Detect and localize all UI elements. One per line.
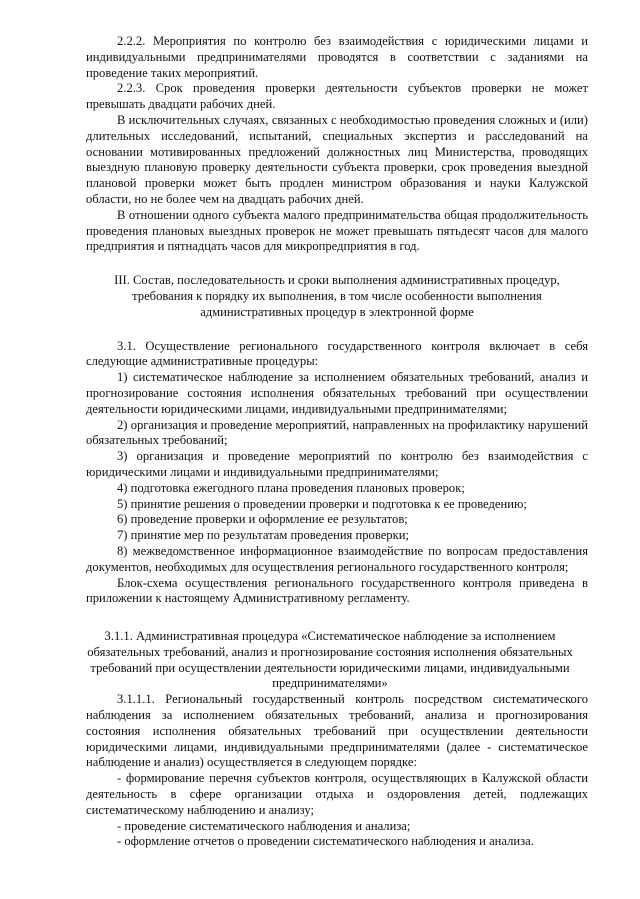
- list-item-3: 3) организация и проведение мероприятий по контролю без взаимодействия с юридическими лицами и индивидуальными предпринимателями;: [86, 449, 588, 479]
- dash-item-1: - формирование перечня субъектов контроля, осуществляющих в Калужской области деятельность в сфере организации отдыха и оздоровления детей, подлежащих систематическому наблюдению и анализу;: [86, 771, 588, 817]
- section-heading-iii: III. Состав, последовательность и сроки выполнения административных процедур, требования к порядку их выполнения, в том числе особенности выполнения административных процедур в электронной форме: [114, 273, 560, 319]
- paragraph-exceptional-cases: В исключительных случаях, связанных с необходимостью проведения сложных и (или) длительных исследований, испытаний, специальных экспертиз и расследований на основании мотивированных предложений должностных лиц Министерства, проводящих выездную плановую проверку деятельности субъекта проверки, срок проведения выездной плановой проверки может быть продлен министром образования и науки Калужской области, но не более чем на двадцать рабочих дней.: [86, 112, 588, 206]
- list-item-6: 6) проведение проверки и оформление ее результатов;: [117, 512, 408, 527]
- dash-item-2: - проведение систематического наблюдения и анализа;: [117, 818, 411, 833]
- subsection-heading-3-1-1: 3.1.1. Административная процедура «Систематическое наблюдение за исполнением обязательных требований, анализ и прогнозирование состояния исполнения обязательных требований при осуществлении деятельности юридическими лицами, индивидуальными предпринимателями»: [87, 629, 573, 691]
- dash-item-3: - оформление отчетов о проведении систематического наблюдения и анализа.: [117, 834, 534, 849]
- list-item-7: 7) принятие мер по результатам проведения проверки;: [117, 528, 409, 543]
- list-item-1: 1) систематическое наблюдение за исполнением обязательных требований, анализ и прогнозирование состояния исполнения обязательных требований при осуществлении деятельности юридическими лицами, индивидуальными предпринимателями;: [86, 370, 588, 416]
- paragraph-block-scheme: Блок-схема осуществления регионального государственного контроля приведена в приложении к настоящему Административному регламенту.: [86, 575, 588, 606]
- list-item-5: 5) принятие решения о проведении проверки и подготовка к ее проведению;: [117, 496, 527, 511]
- paragraph-2-2-2: 2.2.2. Мероприятия по контролю без взаимодействия с юридическими лицами и индивидуальными предпринимателями проводятся в соответствии с заданиями на проведение таких мероприятий.: [86, 34, 588, 80]
- paragraph-2-2-3: 2.2.3. Срок проведения проверки деятельности субъектов проверки не может превышать двадцати рабочих дней.: [86, 81, 588, 112]
- list-item-8: 8) межведомственное информационное взаимодействие по вопросам предоставления документов, необходимых для осуществления регионального государственного контроля;: [86, 543, 588, 574]
- paragraph-3-1: 3.1. Осуществление регионального государственного контроля включает в себя следующие административные процедуры:: [86, 338, 588, 369]
- list-item-4: 4) подготовка ежегодного плана проведения плановых проверок;: [117, 480, 465, 495]
- list-item-2: 2) организация и проведение мероприятий, направленных на профилактику нарушений обязательных требований;: [86, 417, 588, 448]
- paragraph-small-business: В отношении одного субъекта малого предпринимательства общая продолжительность проведения плановых выездных проверок не может превышать пятьдесят часов для малого предприятия и пятнадцать часов для микропредприятия в год.: [86, 207, 588, 254]
- paragraph-3-1-1-1: 3.1.1.1. Региональный государственный контроль посредством систематического наблюдения за исполнением обязательных требований, анализа и прогнозирования состояния исполнения обязательных требований при осуществлении деятельности юридическими лицами, индивидуальными предпринимателями (далее - систематическое наблюдение и анализ) осуществляется в следующем порядке:: [86, 692, 588, 770]
